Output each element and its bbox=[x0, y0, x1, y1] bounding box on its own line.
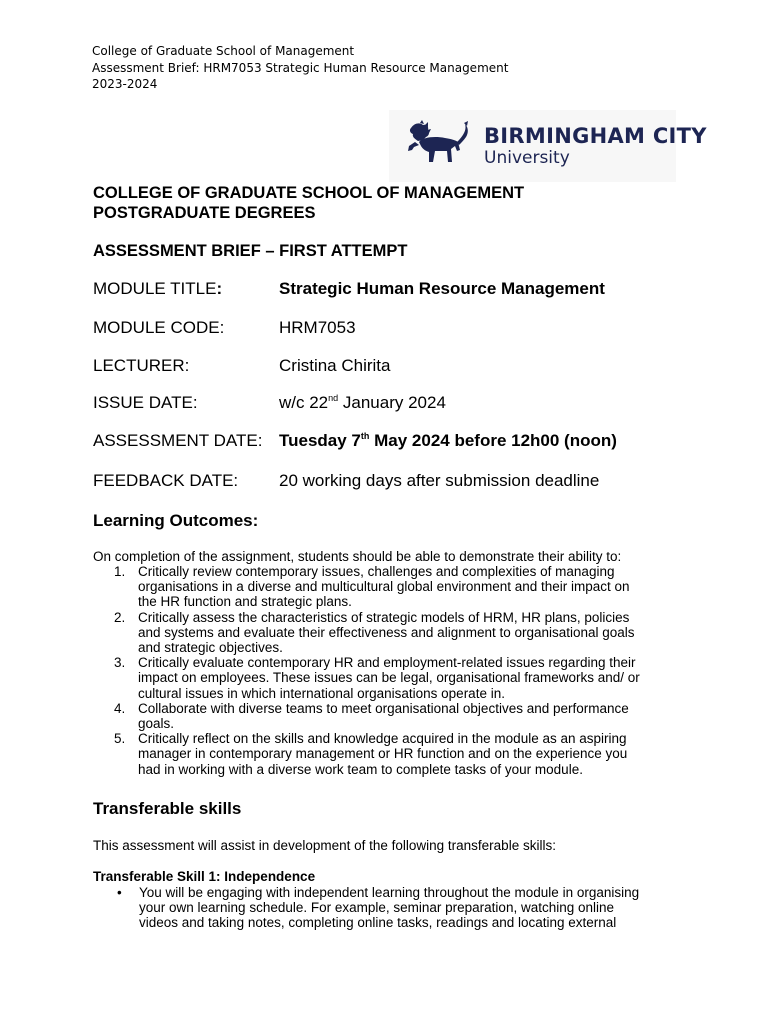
list-line: Critically assess the characteristics of strategic models of HRM, HR plans, policies bbox=[138, 609, 630, 625]
list-item bbox=[93, 564, 683, 610]
feedback-date-value: 20 working days after submission deadline bbox=[279, 471, 600, 490]
list-line: cultural issues in which international organisations operate in. bbox=[138, 685, 505, 701]
module-code-value: HRM7053 bbox=[279, 318, 356, 337]
issue-date-value: w/c 22nd January 2024 bbox=[279, 393, 446, 412]
title-line-2: POSTGRADUATE DEGREES bbox=[93, 204, 316, 222]
list-line: the HR function and strategic plans. bbox=[138, 594, 352, 610]
document-header bbox=[92, 43, 508, 93]
header-assessment-brief: Assessment Brief: HRM7053 Strategic Human Resource Management bbox=[92, 60, 509, 75]
title-line-1: COLLEGE OF GRADUATE SCHOOL OF MANAGEMENT bbox=[93, 184, 525, 202]
list-number: 2. bbox=[114, 609, 126, 625]
list-item bbox=[93, 655, 683, 701]
issue-date-label: ISSUE DATE: bbox=[93, 393, 198, 412]
module-title-value: Strategic Human Resource Management bbox=[279, 279, 605, 298]
list-line: impact on employees. These issues can be legal, organisational frameworks and/ or bbox=[138, 670, 640, 686]
bullet-icon: • bbox=[117, 885, 122, 900]
assessment-brief-title: ASSESSMENT BRIEF – FIRST ATTEMPT bbox=[93, 242, 408, 260]
list-line: Critically evaluate contemporary HR and employment-related issues regarding their bbox=[138, 655, 636, 671]
list-line: Collaborate with diverse teams to meet organisational objectives and performance bbox=[138, 700, 629, 716]
header-year: 2023-2024 bbox=[92, 77, 158, 91]
feedback-date-label: FEEDBACK DATE: bbox=[93, 471, 239, 490]
skill-1-bullets bbox=[93, 885, 683, 931]
list-number: 3. bbox=[114, 655, 126, 671]
learning-outcomes-intro: On completion of the assignment, students should be able to demonstrate their ability to: bbox=[93, 549, 622, 564]
learning-outcomes-list bbox=[93, 564, 683, 777]
list-line: Critically review contemporary issues, challenges and complexities of managing bbox=[138, 564, 615, 579]
logo-line-2: University bbox=[484, 148, 570, 168]
assessment-date-value: Tuesday 7th May 2024 before 12h00 (noon) bbox=[279, 431, 617, 450]
assessment-date-label: ASSESSMENT DATE: bbox=[93, 431, 263, 450]
transferable-skills-heading: Transferable skills bbox=[93, 799, 242, 818]
list-line: and systems and evaluate their effectiveness and alignment to organisational goals bbox=[138, 624, 635, 640]
list-line: organisations in a diverse and multicultural global environment and their impact on bbox=[138, 579, 630, 595]
transferable-skills-intro: This assessment will assist in development of the following transferable skills: bbox=[93, 838, 556, 853]
list-line: You will be engaging with independent learning throughout the module in organising bbox=[139, 885, 640, 900]
list-line: videos and taking notes, completing online tasks, readings and locating external bbox=[139, 915, 617, 931]
list-line: Critically reflect on the skills and knowledge acquired in the module as an aspiring bbox=[138, 731, 627, 747]
module-title-label: MODULE TITLE: bbox=[93, 279, 223, 298]
bcu-logo bbox=[389, 110, 707, 182]
lion-crest-icon bbox=[405, 120, 471, 172]
logo-line-1: BIRMINGHAM CITY bbox=[484, 124, 707, 148]
list-line: and strategic objectives. bbox=[138, 640, 283, 656]
list-item bbox=[93, 701, 683, 731]
list-number: 4. bbox=[114, 700, 126, 716]
list-item bbox=[93, 885, 683, 931]
list-number: 1. bbox=[114, 564, 126, 579]
logo-wordmark bbox=[484, 124, 707, 168]
list-item bbox=[93, 610, 683, 656]
list-line: goals. bbox=[138, 716, 175, 732]
list-number: 5. bbox=[114, 731, 126, 747]
module-code-label: MODULE CODE: bbox=[93, 318, 225, 337]
lecturer-label: LECTURER: bbox=[93, 356, 190, 375]
list-item bbox=[93, 731, 683, 777]
list-line: had in working with a diverse work team to complete tasks of your module. bbox=[138, 761, 583, 777]
skill-1-title: Transferable Skill 1: Independence bbox=[93, 869, 316, 884]
document-title bbox=[93, 183, 524, 223]
learning-outcomes-heading: Learning Outcomes: bbox=[93, 511, 259, 530]
header-college: College of Graduate School of Management bbox=[92, 44, 355, 58]
list-line: your own learning schedule. For example, seminar preparation, watching online bbox=[139, 900, 615, 916]
lecturer-value: Cristina Chirita bbox=[279, 356, 391, 375]
list-line: manager in contemporary management or HR function and on the experience you bbox=[138, 746, 628, 762]
